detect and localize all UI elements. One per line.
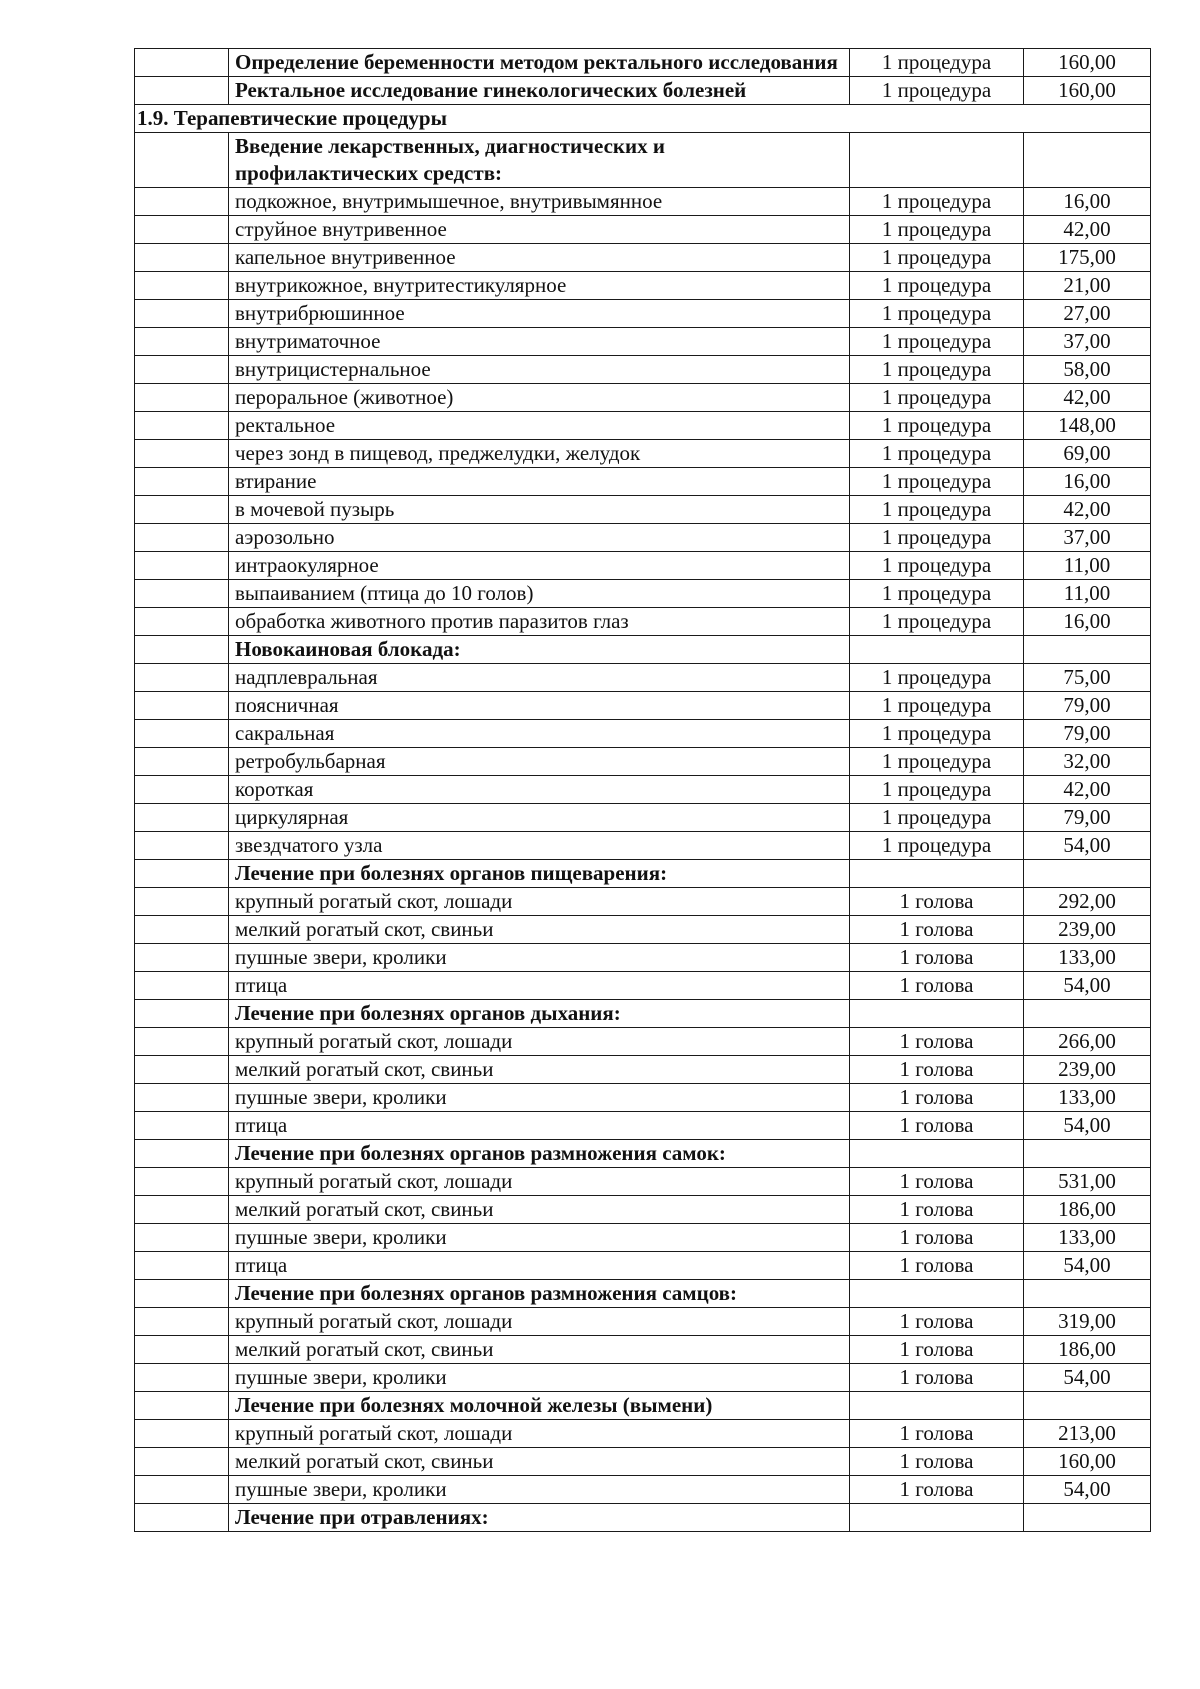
unit-cell: 1 процедура <box>850 664 1024 692</box>
service-name: капельное внутривенное <box>229 244 850 272</box>
unit-cell: 1 процедура <box>850 328 1024 356</box>
row-number-cell <box>135 1000 229 1028</box>
table-row <box>135 944 1151 972</box>
table-row <box>135 1420 1151 1448</box>
group-heading-row <box>135 1000 1151 1028</box>
row-number-cell <box>135 244 229 272</box>
row-number-cell <box>135 804 229 832</box>
table-row <box>135 1028 1151 1056</box>
table-row <box>135 832 1151 860</box>
service-name: через зонд в пищевод, преджелудки, желудок <box>229 440 850 468</box>
table-row <box>135 440 1151 468</box>
table-row <box>135 580 1151 608</box>
price-cell: 213,00 <box>1024 1420 1151 1448</box>
row-number-cell <box>135 1420 229 1448</box>
service-name: Новокаиновая блокада: <box>229 636 850 664</box>
table-row <box>135 1056 1151 1084</box>
row-number-cell <box>135 188 229 216</box>
group-heading-row <box>135 860 1151 888</box>
service-name: птица <box>229 1252 850 1280</box>
table-row <box>135 664 1151 692</box>
service-name: сакральная <box>229 720 850 748</box>
section-title: 1.9. Терапевтические процедуры <box>135 105 1151 133</box>
row-number-cell <box>135 748 229 776</box>
service-name: в мочевой пузырь <box>229 496 850 524</box>
price-cell: 531,00 <box>1024 1168 1151 1196</box>
unit-cell: 1 процедура <box>850 244 1024 272</box>
service-name: Лечение при болезнях молочной железы (вымени) <box>229 1392 850 1420</box>
price-cell: 133,00 <box>1024 1084 1151 1112</box>
unit-cell: 1 голова <box>850 1084 1024 1112</box>
price-cell: 21,00 <box>1024 272 1151 300</box>
service-name: струйное внутривенное <box>229 216 850 244</box>
price-cell: 16,00 <box>1024 608 1151 636</box>
unit-cell: 1 голова <box>850 972 1024 1000</box>
price-cell: 319,00 <box>1024 1308 1151 1336</box>
unit-cell: 1 процедура <box>850 356 1024 384</box>
table-row <box>135 188 1151 216</box>
price-cell: 266,00 <box>1024 1028 1151 1056</box>
table-row <box>135 356 1151 384</box>
table-row <box>135 692 1151 720</box>
service-name: мелкий рогатый скот, свиньи <box>229 1448 850 1476</box>
row-number-cell <box>135 552 229 580</box>
service-name: Лечение при болезнях органов размножения самцов: <box>229 1280 850 1308</box>
section-row <box>135 105 1151 133</box>
row-number-cell <box>135 356 229 384</box>
row-number-cell <box>135 608 229 636</box>
row-number-cell <box>135 1252 229 1280</box>
unit-cell <box>850 1140 1024 1168</box>
price-cell: 239,00 <box>1024 916 1151 944</box>
unit-cell: 1 голова <box>850 916 1024 944</box>
price-cell: 54,00 <box>1024 1364 1151 1392</box>
price-cell <box>1024 636 1151 664</box>
row-number-cell <box>135 916 229 944</box>
table-row <box>135 1336 1151 1364</box>
price-cell: 69,00 <box>1024 440 1151 468</box>
table-row <box>135 272 1151 300</box>
table-row <box>135 1224 1151 1252</box>
unit-cell: 1 процедура <box>850 496 1024 524</box>
group-heading-row <box>135 1280 1151 1308</box>
unit-cell: 1 процедура <box>850 832 1024 860</box>
row-number-cell <box>135 1336 229 1364</box>
price-cell: 175,00 <box>1024 244 1151 272</box>
price-cell: 133,00 <box>1024 1224 1151 1252</box>
unit-cell: 1 голова <box>850 944 1024 972</box>
group-heading-row <box>135 1140 1151 1168</box>
price-cell: 16,00 <box>1024 468 1151 496</box>
service-name: внутриматочное <box>229 328 850 356</box>
unit-cell: 1 процедура <box>850 524 1024 552</box>
row-number-cell <box>135 1448 229 1476</box>
row-number-cell <box>135 216 229 244</box>
unit-cell <box>850 1280 1024 1308</box>
unit-cell: 1 голова <box>850 1336 1024 1364</box>
table-row <box>135 1476 1151 1504</box>
unit-cell: 1 голова <box>850 1252 1024 1280</box>
price-cell: 160,00 <box>1024 49 1151 77</box>
service-name: короткая <box>229 776 850 804</box>
row-number-cell <box>135 1308 229 1336</box>
unit-cell: 1 процедура <box>850 272 1024 300</box>
unit-cell: 1 процедура <box>850 49 1024 77</box>
price-table <box>134 48 1151 1532</box>
unit-cell: 1 процедура <box>850 440 1024 468</box>
unit-cell: 1 процедура <box>850 188 1024 216</box>
row-number-cell <box>135 384 229 412</box>
service-name: крупный рогатый скот, лошади <box>229 888 850 916</box>
table-row <box>135 608 1151 636</box>
unit-cell <box>850 1504 1024 1532</box>
unit-cell <box>850 636 1024 664</box>
unit-cell: 1 голова <box>850 1056 1024 1084</box>
table-row <box>135 468 1151 496</box>
row-number-cell <box>135 692 229 720</box>
price-cell: 79,00 <box>1024 804 1151 832</box>
row-number-cell <box>135 77 229 105</box>
table-row <box>135 552 1151 580</box>
table-row <box>135 300 1151 328</box>
row-number-cell <box>135 636 229 664</box>
group-heading-row <box>135 49 1151 77</box>
row-number-cell <box>135 1028 229 1056</box>
service-name: обработка животного против паразитов глаз <box>229 608 850 636</box>
table-row <box>135 1112 1151 1140</box>
table-row <box>135 328 1151 356</box>
price-cell: 16,00 <box>1024 188 1151 216</box>
service-name: интраокулярное <box>229 552 850 580</box>
unit-cell: 1 процедура <box>850 580 1024 608</box>
service-name: надплевральная <box>229 664 850 692</box>
service-name: крупный рогатый скот, лошади <box>229 1028 850 1056</box>
row-number-cell <box>135 328 229 356</box>
unit-cell: 1 процедура <box>850 216 1024 244</box>
price-cell: 11,00 <box>1024 552 1151 580</box>
row-number-cell <box>135 440 229 468</box>
service-name: мелкий рогатый скот, свиньи <box>229 1196 850 1224</box>
table-row <box>135 412 1151 440</box>
table-row <box>135 748 1151 776</box>
service-name: ректальное <box>229 412 850 440</box>
service-name: втирание <box>229 468 850 496</box>
unit-cell: 1 голова <box>850 1420 1024 1448</box>
service-name: звездчатого узла <box>229 832 850 860</box>
unit-cell <box>850 860 1024 888</box>
row-number-cell <box>135 1112 229 1140</box>
price-cell: 148,00 <box>1024 412 1151 440</box>
row-number-cell <box>135 1280 229 1308</box>
row-number-cell <box>135 664 229 692</box>
unit-cell: 1 процедура <box>850 776 1024 804</box>
unit-cell: 1 процедура <box>850 300 1024 328</box>
row-number-cell <box>135 300 229 328</box>
service-name: крупный рогатый скот, лошади <box>229 1168 850 1196</box>
unit-cell: 1 процедура <box>850 608 1024 636</box>
service-name: птица <box>229 1112 850 1140</box>
price-cell: 133,00 <box>1024 944 1151 972</box>
row-number-cell <box>135 468 229 496</box>
row-number-cell <box>135 1392 229 1420</box>
service-name: пушные звери, кролики <box>229 944 850 972</box>
price-cell: 75,00 <box>1024 664 1151 692</box>
unit-cell: 1 голова <box>850 1112 1024 1140</box>
unit-cell: 1 процедура <box>850 384 1024 412</box>
table-row <box>135 524 1151 552</box>
row-number-cell <box>135 1196 229 1224</box>
table-row <box>135 916 1151 944</box>
price-cell: 54,00 <box>1024 1252 1151 1280</box>
service-name: Лечение при болезнях органов дыхания: <box>229 1000 850 1028</box>
price-cell: 160,00 <box>1024 77 1151 105</box>
row-number-cell <box>135 972 229 1000</box>
service-name: Лечение при болезнях органов пищеварения: <box>229 860 850 888</box>
price-cell: 186,00 <box>1024 1336 1151 1364</box>
service-name: мелкий рогатый скот, свиньи <box>229 1336 850 1364</box>
price-cell: 32,00 <box>1024 748 1151 776</box>
price-cell: 37,00 <box>1024 328 1151 356</box>
service-name: мелкий рогатый скот, свиньи <box>229 1056 850 1084</box>
row-number-cell <box>135 1056 229 1084</box>
unit-cell: 1 голова <box>850 1476 1024 1504</box>
row-number-cell <box>135 1084 229 1112</box>
unit-cell: 1 голова <box>850 1224 1024 1252</box>
table-row <box>135 244 1151 272</box>
group-heading-row <box>135 636 1151 664</box>
row-number-cell <box>135 580 229 608</box>
price-cell: 239,00 <box>1024 1056 1151 1084</box>
unit-cell <box>850 1000 1024 1028</box>
price-cell <box>1024 1000 1151 1028</box>
row-number-cell <box>135 1168 229 1196</box>
service-name: пушные звери, кролики <box>229 1476 850 1504</box>
row-number-cell <box>135 49 229 77</box>
table-row <box>135 1364 1151 1392</box>
row-number-cell <box>135 496 229 524</box>
unit-cell: 1 голова <box>850 888 1024 916</box>
group-heading-row <box>135 133 1151 188</box>
service-name: аэрозольно <box>229 524 850 552</box>
table-row <box>135 720 1151 748</box>
table-row <box>135 1196 1151 1224</box>
service-name: выпаиванием (птица до 10 голов) <box>229 580 850 608</box>
service-name: Определение беременности методом ректального исследования <box>229 49 850 77</box>
row-number-cell <box>135 133 229 188</box>
service-name: крупный рогатый скот, лошади <box>229 1420 850 1448</box>
table-row <box>135 1168 1151 1196</box>
row-number-cell <box>135 888 229 916</box>
price-cell <box>1024 1140 1151 1168</box>
table-row <box>135 1084 1151 1112</box>
price-cell: 42,00 <box>1024 216 1151 244</box>
row-number-cell <box>135 412 229 440</box>
row-number-cell <box>135 1476 229 1504</box>
row-number-cell <box>135 1364 229 1392</box>
price-cell <box>1024 133 1151 188</box>
service-name: циркулярная <box>229 804 850 832</box>
row-number-cell <box>135 272 229 300</box>
row-number-cell <box>135 860 229 888</box>
service-name: пушные звери, кролики <box>229 1084 850 1112</box>
unit-cell <box>850 133 1024 188</box>
table-row <box>135 888 1151 916</box>
price-cell: 11,00 <box>1024 580 1151 608</box>
unit-cell: 1 голова <box>850 1448 1024 1476</box>
price-cell: 54,00 <box>1024 832 1151 860</box>
price-cell: 292,00 <box>1024 888 1151 916</box>
unit-cell: 1 процедура <box>850 412 1024 440</box>
price-cell: 42,00 <box>1024 496 1151 524</box>
table-row <box>135 776 1151 804</box>
price-cell: 27,00 <box>1024 300 1151 328</box>
service-name: подкожное, внутримышечное, внутривымянное <box>229 188 850 216</box>
table-row <box>135 216 1151 244</box>
service-name: внутрицистернальное <box>229 356 850 384</box>
row-number-cell <box>135 524 229 552</box>
service-name: крупный рогатый скот, лошади <box>229 1308 850 1336</box>
service-name: Введение лекарственных, диагностических и профилактических средств: <box>229 133 850 188</box>
price-cell: 54,00 <box>1024 1112 1151 1140</box>
unit-cell: 1 голова <box>850 1364 1024 1392</box>
row-number-cell <box>135 1140 229 1168</box>
table-row <box>135 972 1151 1000</box>
unit-cell <box>850 1392 1024 1420</box>
price-cell: 186,00 <box>1024 1196 1151 1224</box>
service-name: Ректальное исследование гинекологических болезней <box>229 77 850 105</box>
row-number-cell <box>135 776 229 804</box>
unit-cell: 1 процедура <box>850 77 1024 105</box>
unit-cell: 1 процедура <box>850 692 1024 720</box>
price-cell: 54,00 <box>1024 1476 1151 1504</box>
row-number-cell <box>135 720 229 748</box>
table-row <box>135 1448 1151 1476</box>
service-name: внутрикожное, внутритестикулярное <box>229 272 850 300</box>
unit-cell: 1 голова <box>850 1028 1024 1056</box>
service-name: внутрибрюшинное <box>229 300 850 328</box>
table-row <box>135 496 1151 524</box>
service-name: поясничная <box>229 692 850 720</box>
price-cell <box>1024 1280 1151 1308</box>
group-heading-row <box>135 77 1151 105</box>
service-name: Лечение при болезнях органов размножения самок: <box>229 1140 850 1168</box>
price-table-body <box>135 49 1151 1532</box>
unit-cell: 1 процедура <box>850 804 1024 832</box>
service-name: птица <box>229 972 850 1000</box>
service-name: пушные звери, кролики <box>229 1224 850 1252</box>
unit-cell: 1 голова <box>850 1196 1024 1224</box>
price-cell: 42,00 <box>1024 776 1151 804</box>
unit-cell: 1 процедура <box>850 720 1024 748</box>
price-cell: 160,00 <box>1024 1448 1151 1476</box>
service-name: пушные звери, кролики <box>229 1364 850 1392</box>
table-row <box>135 384 1151 412</box>
price-cell <box>1024 860 1151 888</box>
unit-cell: 1 процедура <box>850 552 1024 580</box>
price-cell: 79,00 <box>1024 692 1151 720</box>
price-cell: 54,00 <box>1024 972 1151 1000</box>
service-name: ретробульбарная <box>229 748 850 776</box>
unit-cell: 1 голова <box>850 1308 1024 1336</box>
price-cell <box>1024 1504 1151 1532</box>
price-cell: 37,00 <box>1024 524 1151 552</box>
table-row <box>135 1252 1151 1280</box>
row-number-cell <box>135 944 229 972</box>
price-cell: 42,00 <box>1024 384 1151 412</box>
service-name: мелкий рогатый скот, свиньи <box>229 916 850 944</box>
service-name: пероральное (животное) <box>229 384 850 412</box>
row-number-cell <box>135 1224 229 1252</box>
row-number-cell <box>135 832 229 860</box>
price-cell: 79,00 <box>1024 720 1151 748</box>
group-heading-row <box>135 1392 1151 1420</box>
service-name: Лечение при отравлениях: <box>229 1504 850 1532</box>
row-number-cell <box>135 1504 229 1532</box>
table-row <box>135 1308 1151 1336</box>
price-cell: 58,00 <box>1024 356 1151 384</box>
price-cell <box>1024 1392 1151 1420</box>
unit-cell: 1 процедура <box>850 748 1024 776</box>
group-heading-row <box>135 1504 1151 1532</box>
table-row <box>135 804 1151 832</box>
unit-cell: 1 процедура <box>850 468 1024 496</box>
unit-cell: 1 голова <box>850 1168 1024 1196</box>
